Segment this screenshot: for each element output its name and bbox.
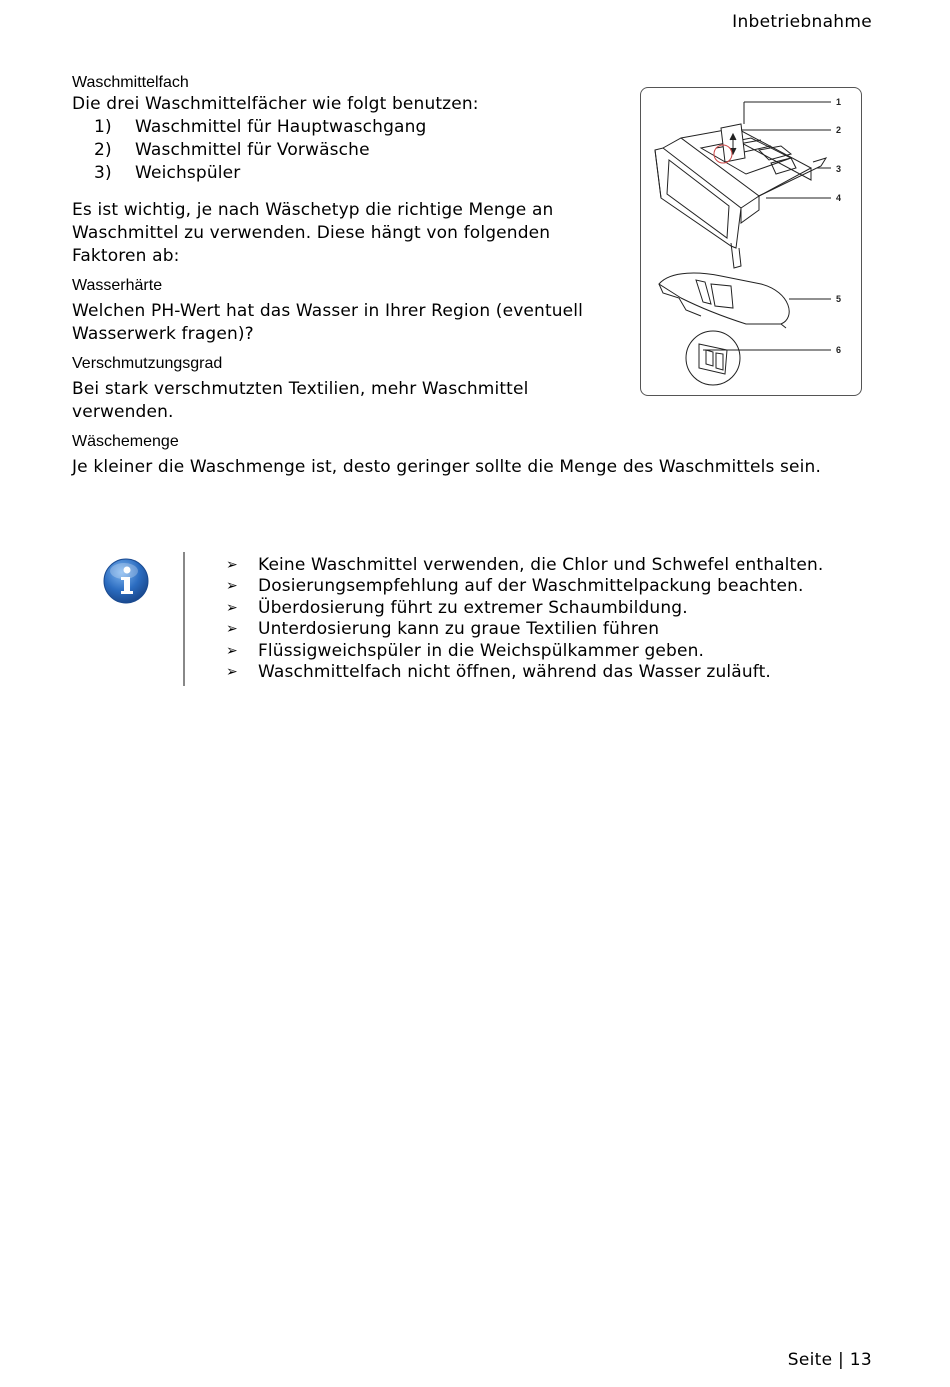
arrowhead-bullet-icon: ➢	[226, 557, 238, 573]
detergent-drawer-figure	[640, 87, 862, 396]
info-notice-box	[72, 552, 862, 686]
figure-label-5: 5	[836, 294, 842, 304]
waschmittelfach-note-line-1: Es ist wichtig, je nach Wäschetyp die richtige Menge an	[72, 200, 554, 220]
section-heading-waschmittelfach: Waschmittelfach	[72, 74, 189, 91]
list-item: ➢ Keine Waschmittel verwenden, die Chlor und Schwefel enthalten.	[226, 555, 824, 575]
section-heading-wasserhaerte: Wasserhärte	[72, 277, 163, 294]
info-bullet-list	[226, 555, 823, 683]
list-item: ➢ Waschmittelfach nicht öffnen, während das Wasser zuläuft.	[226, 662, 771, 683]
figure-label-3: 3	[836, 164, 842, 174]
wasserhaerte-line-2: Wasserwerk fragen)?	[72, 324, 254, 344]
figure-label-2: 2	[836, 125, 842, 135]
waeschemenge-line-1: Je kleiner die Waschmenge ist, desto geringer sollte die Menge des Waschmittels sein.	[72, 457, 822, 477]
figure-label-1: 1	[836, 97, 842, 107]
figure-label-6: 6	[836, 345, 842, 355]
page-header-title: Inbetriebnahme	[732, 12, 872, 32]
arrowhead-bullet-icon: ➢	[226, 599, 238, 616]
list-item: ➢ Überdosierung führt zu extremer Schaumbildung.	[226, 597, 688, 618]
info-divider	[183, 552, 185, 686]
page-number: Seite | 13	[787, 1350, 872, 1370]
arrowhead-bullet-icon: ➢	[226, 642, 238, 659]
arrowhead-bullet-icon: ➢	[226, 664, 238, 681]
list-item: ➢ Unterdosierung kann zu graue Textilien führen	[226, 619, 660, 640]
list-item: 3) Weichspüler	[94, 163, 241, 183]
arrowhead-bullet-icon: ➢	[226, 578, 238, 595]
arrowhead-bullet-icon: ➢	[226, 621, 238, 638]
section-heading-waeschemenge: Wäschemenge	[72, 433, 179, 450]
list-item: ➢ Dosierungsempfehlung auf der Waschmittelpackung beachten.	[226, 576, 804, 597]
detergent-drawer-illustration	[641, 88, 861, 395]
figure-label-4: 4	[836, 193, 842, 203]
info-icon	[103, 558, 149, 604]
verschmutzungsgrad-line-1: Bei stark verschmutzten Textilien, mehr Waschmittel	[72, 379, 529, 399]
list-item: ➢ Flüssigweichspüler in die Weichspülkammer geben.	[226, 640, 705, 661]
verschmutzungsgrad-line-2: verwenden.	[72, 402, 174, 422]
waschmittelfach-note-line-3: Faktoren ab:	[72, 246, 180, 266]
section-heading-verschmutzungsgrad: Verschmutzungsgrad	[72, 355, 223, 372]
list-item: 1) Waschmittel für Hauptwaschgang	[94, 117, 427, 137]
list-item: 2) Waschmittel für Vorwäsche	[94, 140, 370, 160]
wasserhaerte-line-1: Welchen PH-Wert hat das Wasser in Ihrer Region (eventuell	[72, 301, 584, 321]
waschmittelfach-intro: Die drei Waschmittelfächer wie folgt benutzen:	[72, 94, 479, 114]
waschmittelfach-note-line-2: Waschmittel zu verwenden. Diese hängt von folgenden	[72, 223, 551, 243]
